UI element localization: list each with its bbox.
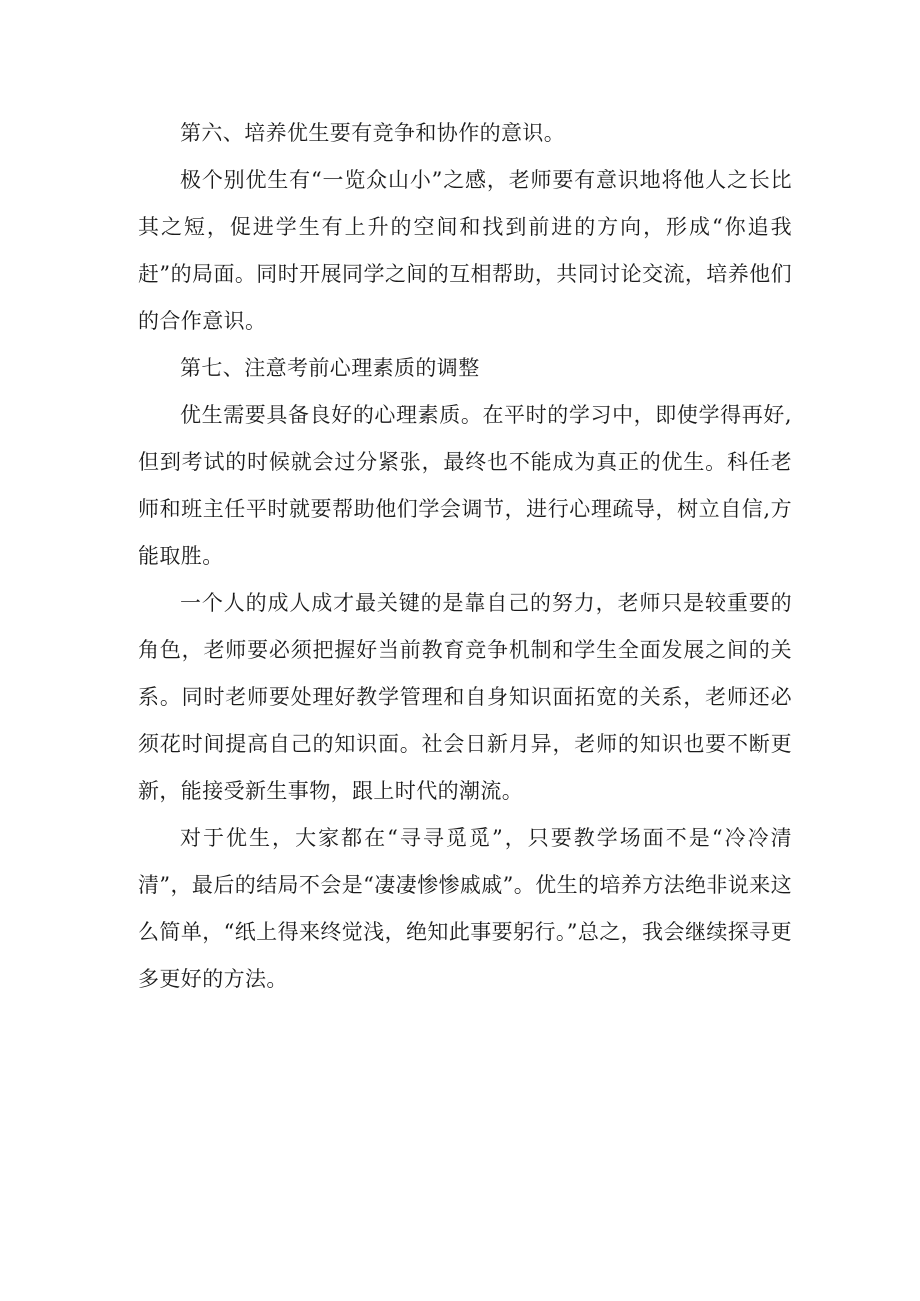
paragraph-teacher-role: 一个人的成人成才最关键的是靠自己的努力，老师只是较重要的角色，老师要必须把握好当前教育竞争机制和学生全面发展之间的关系。同时老师要处理好教学管理和自身知识面拓宽的关系，老师还必须花时间提高自己的知识面。社会日新月异，老师的知识也要不断更新，能接受新生事物，跟上时代的潮流。 — [138, 591, 792, 803]
document-body — [138, 110, 792, 1003]
section-heading-six: 第六、培养优生要有竞争和协作的意识。 — [180, 121, 566, 145]
paragraph-conclusion: 对于优生，大家都在“寻寻觅觅”，只要教学场面不是“冷冷清清”，最后的结局不会是“凄凄惨惨戚戚”。优生的培养方法绝非说来这么简单，“纸上得来终觉浅，绝知此事要躬行。”总之，我会继续探寻更多更好的方法。 — [138, 826, 793, 991]
paragraph-psychology: 优生需要具备良好的心理素质。在平时的学习中，即使学得再好,但到考试的时候就会过分紧张，最终也不能成为真正的优生。科任老师和班主任平时就要帮助他们学会调节，进行心理疏导，树立自信,方能取胜。 — [138, 403, 792, 568]
paragraph-competition: 极个别优生有“一览众山小”之感，老师要有意识地将他人之长比其之短，促进学生有上升的空间和找到前进的方向，形成“你追我赶”的局面。同时开展同学之间的互相帮助，共同讨论交流，培养他们的合作意识。 — [138, 168, 792, 333]
section-heading-seven: 第七、注意考前心理素质的调整 — [180, 356, 480, 380]
